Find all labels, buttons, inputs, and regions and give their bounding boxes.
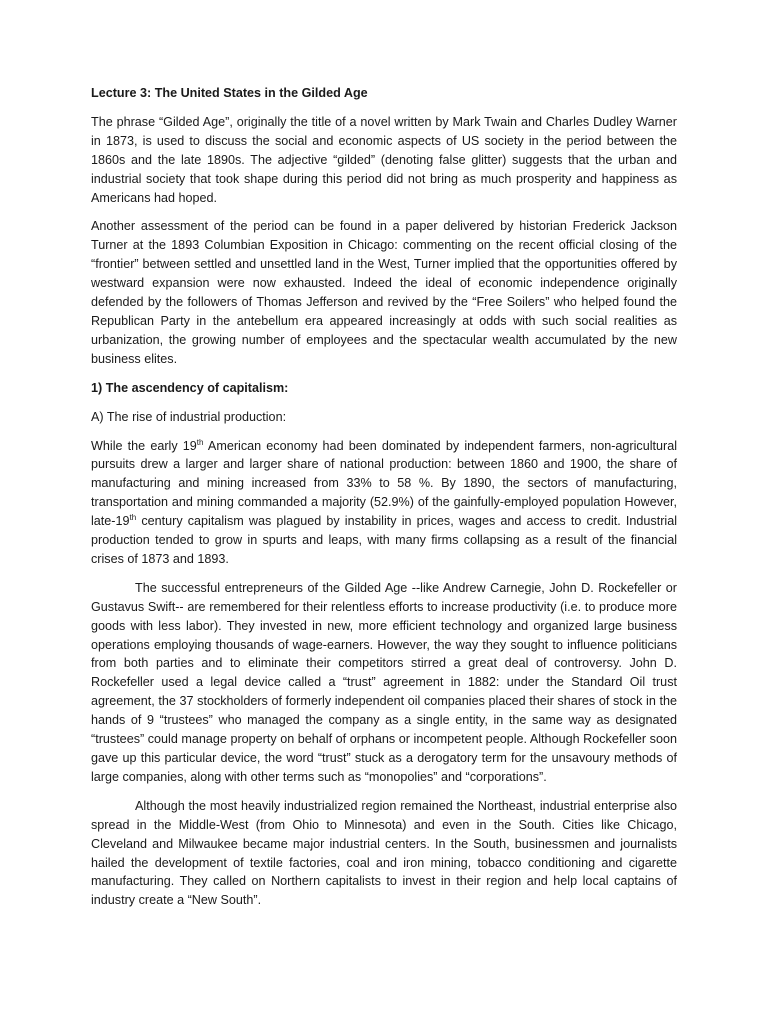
superscript: th	[196, 437, 204, 447]
paragraph-gilded-age-definition: The phrase “Gilded Age”, originally the title of a novel written by Mark Twain and Charles Dudley Warner in 1873, is used to discuss the social and economic aspects of US society in the period between the 1860s and the late 1890s. The adjective “gilded” (denoting false glitter) suggests that the urban and industrial society that took shape during this period did not bring as much prosperity and happiness as Americans had hoped.	[91, 114, 677, 205]
paragraph-turner-assessment: Another assessment of the period can be found in a paper delivered by historian Frederick Jackson Turner at the 1893 Columbian Exposition in Chicago: commenting on the recent official closing of the “frontier” between settled and unsettled land in the West, Turner implied that the opportunities offered by westward expansion were now exhausted. Indeed the ideal of economic independence originally defended by the followers of Thomas Jefferson and revived by the “Free Soilers” who helped found the Republican Party in the antebellum era appeared increasingly at odds with such social realities as urbanization, the growing number of employees and the spectacular wealth accumulated by the new business elites.	[91, 219, 677, 366]
document-page	[91, 84, 677, 920]
superscript: th	[129, 512, 137, 522]
section-heading-capitalism: 1) The ascendency of capitalism:	[91, 380, 289, 395]
paragraph-text-segment: While the early 19	[91, 438, 197, 453]
paragraph-text-segment: American economy had been dominated by independent farmers, non-agricultural pursuits drew a larger and larger share of national production: between 1860 and 1900, the share of manufacturing and mining increased from 33% to 58 %. By 1890, the sectors of manufacturing, transportation and mining commanded a majority (52.9%) of the gainfully-employed population However, late-19	[91, 438, 677, 529]
document-title: Lecture 3: The United States in the Gilded Age	[91, 86, 368, 100]
paragraph-entrepreneurs-trusts: The successful entrepreneurs of the Gilded Age --like Andrew Carnegie, John D. Rockefeller or Gustavus Swift-- are remembered for their relentless efforts to increase productivity (i.e. to produce more goods with less labor). They invested in new, more efficient technology and organized large business operations employing thousands of wage-earners. However, the way they sought to influence politicians from both parties and to eliminate their competitors stirred a great deal of controversy. John D. Rockefeller used a legal device called a “trust” agreement in 1882: under the Standard Oil trust agreement, the 37 stockholders of formerly independent oil companies placed their shares of stock in the hands of 9 “trustees” who managed the company as a single entity, in the same way as designated “trustees” could manage property on behalf of orphans or incompetent people. Although Rockefeller soon gave up this particular device, the word “trust” stuck as a derogatory term for the unsavoury methods of large companies, along with other terms such as “monopolies” and “corporations”.	[91, 580, 677, 784]
paragraph-text-segment: century capitalism was plagued by instability in prices, wages and access to credit. Industrial production tended to grow in spurts and leaps, with many firms collapsing as a result of the financial crises of 1873 and 1893.	[91, 514, 677, 566]
subsection-heading-industrial-production: A) The rise of industrial production:	[91, 409, 287, 424]
paragraph-regional-industry: Although the most heavily industrialized region remained the Northeast, industrial enterprise also spread in the Middle-West (from Ohio to Minnesota) and even in the South. Cities like Chicago, Cleveland and Milwaukee became major industrial centers. In the South, businessmen and journalists hailed the development of textile factories, coal and iron mining, tobacco conditioning and cigarette manufacturing. They called on Northern capitalists to invest in their region and help local captains of industry create a “New South”.	[91, 798, 677, 908]
paragraph-industrial-economy	[91, 437, 677, 569]
